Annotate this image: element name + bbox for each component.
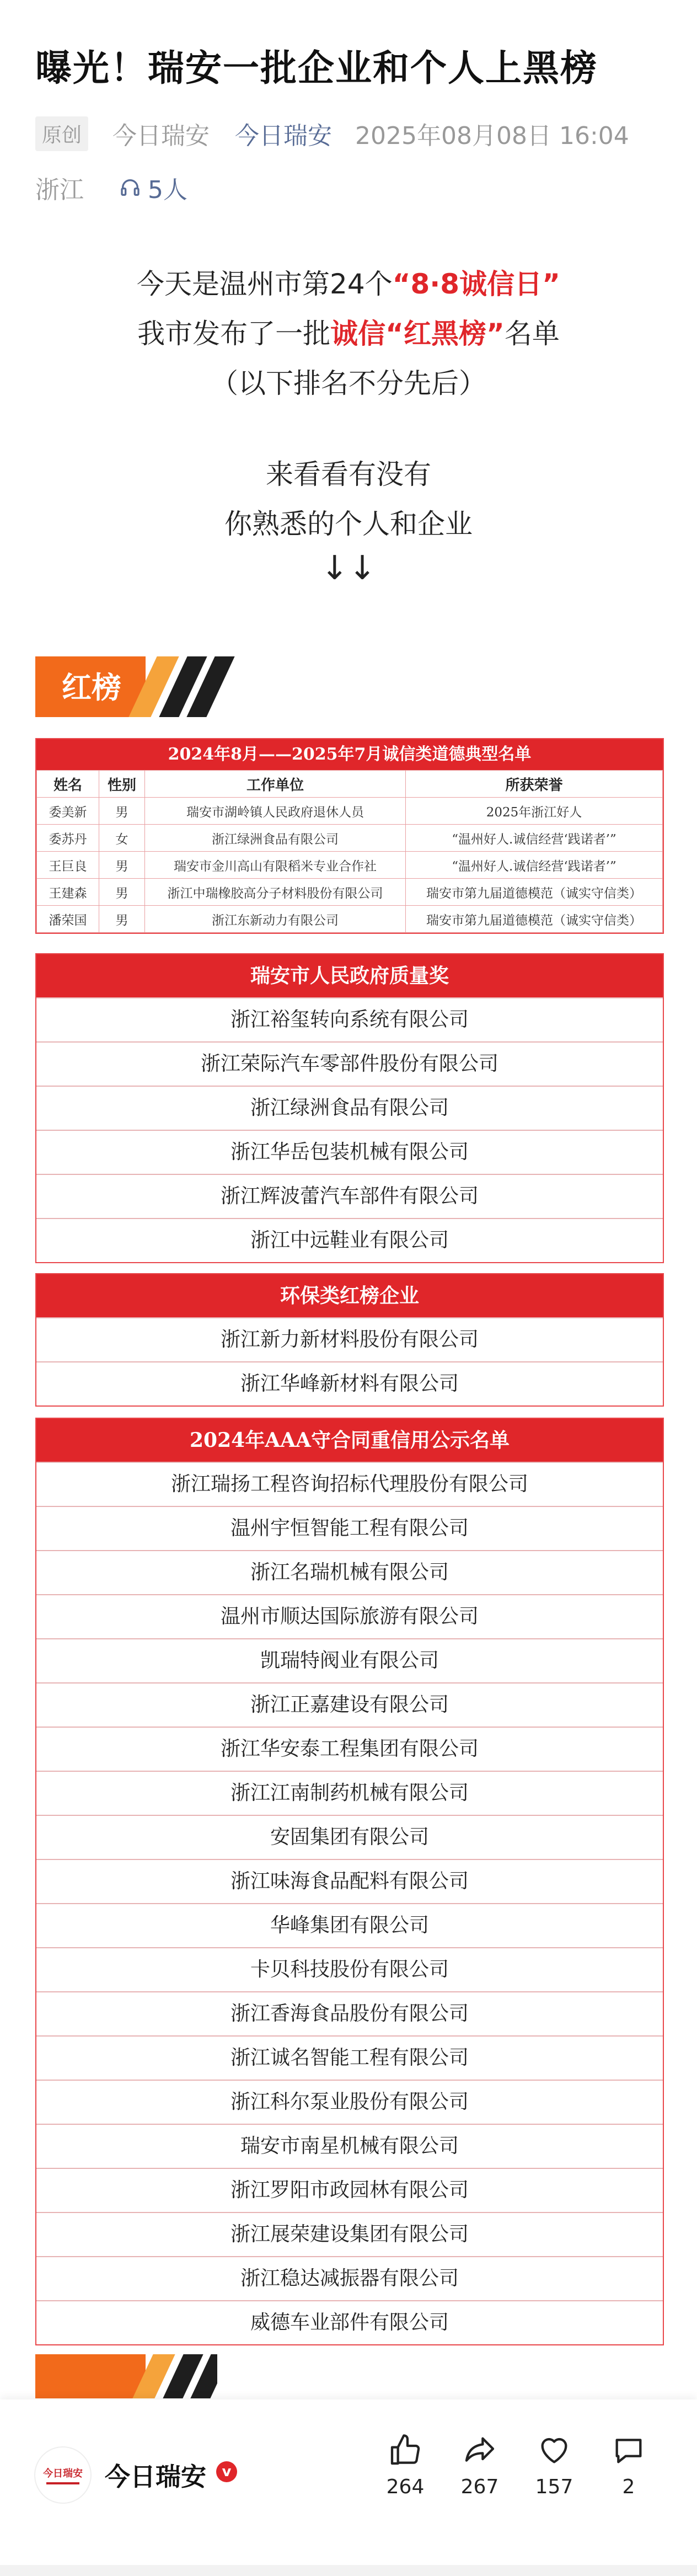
list-item: 浙江诚名智能工程有限公司 bbox=[36, 2035, 663, 2080]
list-item: 凯瑞特阀业有限公司 bbox=[36, 1638, 663, 1682]
verified-badge: v bbox=[216, 2461, 237, 2482]
list-item: 温州市顺达国际旅游有限公司 bbox=[36, 1594, 663, 1638]
cell: 男 bbox=[99, 906, 145, 933]
home-indicator-area bbox=[0, 2565, 697, 2576]
list-item: 浙江华峰新材料有限公司 bbox=[36, 1361, 663, 1405]
cell: 王建森 bbox=[37, 879, 99, 906]
heart-count: 157 bbox=[535, 2476, 573, 2498]
box-title: 瑞安市人民政府质量奖 bbox=[36, 954, 663, 997]
intro-highlight: “8·8诚信日” bbox=[392, 268, 560, 300]
cell: 浙江中瑞橡胶高分子材料股份有限公司 bbox=[145, 879, 406, 906]
col-header: 工作单位 bbox=[145, 771, 406, 798]
cell: 委苏丹 bbox=[37, 825, 99, 852]
list-item: 华峰集团有限公司 bbox=[36, 1903, 663, 1947]
intro-text: 我市发布了一批 bbox=[137, 318, 331, 350]
listener-count: 5人 bbox=[148, 176, 187, 204]
intro-text: 今天是温州市第24个 bbox=[137, 268, 393, 300]
cell: 浙江绿洲食品有限公司 bbox=[145, 825, 406, 852]
list-item: 浙江味海食品配料有限公司 bbox=[36, 1859, 663, 1903]
quality-award-box bbox=[35, 953, 664, 1263]
intro-line-2 bbox=[0, 309, 697, 359]
eco-list-box bbox=[35, 1273, 664, 1407]
comment-icon bbox=[611, 2433, 646, 2468]
table-row bbox=[37, 798, 663, 825]
heart-button[interactable] bbox=[524, 2433, 585, 2498]
list-item: 浙江香海食品股份有限公司 bbox=[36, 1991, 663, 2035]
bottom-action-bar bbox=[0, 2399, 697, 2565]
cell: 浙江东新动力有限公司 bbox=[145, 906, 406, 933]
cell: 女 bbox=[99, 825, 145, 852]
list-item: 浙江华岳包装机械有限公司 bbox=[36, 1130, 663, 1174]
cell: 男 bbox=[99, 879, 145, 906]
col-header: 所获荣誉 bbox=[406, 771, 663, 798]
account-name[interactable]: 今日瑞安 bbox=[105, 2462, 206, 2492]
intro-line-3: （以下排名不分先后） bbox=[211, 367, 486, 399]
share-button[interactable] bbox=[449, 2433, 510, 2498]
list-item: 瑞安市南星机械有限公司 bbox=[36, 2124, 663, 2168]
intro-line-4: 来看看有没有 bbox=[266, 458, 431, 490]
list-item: 安固集团有限公司 bbox=[36, 1815, 663, 1859]
share-icon bbox=[462, 2433, 497, 2468]
list-item: 浙江荣际汽车零部件股份有限公司 bbox=[36, 1041, 663, 1086]
cell: 瑞安市金川高山有限稻米专业合作社 bbox=[145, 852, 406, 879]
down-arrows: ↓↓ bbox=[320, 549, 377, 587]
intro-highlight: 诚信“红黑榜” bbox=[330, 318, 505, 350]
aaa-list-box bbox=[35, 1418, 664, 2345]
headphones-icon bbox=[119, 177, 141, 199]
list-item: 浙江江南制药机械有限公司 bbox=[36, 1771, 663, 1815]
cell: 男 bbox=[99, 798, 145, 825]
list-item: 浙江展荣建设集团有限公司 bbox=[36, 2212, 663, 2256]
table-row bbox=[37, 852, 663, 879]
cell: 王巨良 bbox=[37, 852, 99, 879]
table-row bbox=[37, 879, 663, 906]
location: 浙江 bbox=[35, 176, 84, 204]
cell: “温州好人.诚信经营‘践诺者’” bbox=[406, 825, 663, 852]
list-item: 浙江名瑞机械有限公司 bbox=[36, 1550, 663, 1594]
next-section-header bbox=[35, 2354, 217, 2398]
article-title: 曝光！瑞安一批企业和个人上黑榜 bbox=[35, 47, 598, 89]
comment-count: 2 bbox=[622, 2476, 635, 2498]
cell: 瑞安市湖岭镇人民政府退休人员 bbox=[145, 798, 406, 825]
box-title: 环保类红榜企业 bbox=[36, 1274, 663, 1317]
list-item: 浙江中远鞋业有限公司 bbox=[36, 1218, 663, 1262]
account-avatar[interactable] bbox=[34, 2446, 92, 2504]
listen-button[interactable] bbox=[119, 170, 187, 205]
table-row bbox=[37, 906, 663, 933]
list-item: 浙江裕玺转向系统有限公司 bbox=[36, 997, 663, 1041]
list-item: 浙江瑞扬工程咨询招标代理股份有限公司 bbox=[36, 1462, 663, 1506]
cell: 男 bbox=[99, 852, 145, 879]
intro-line-1 bbox=[0, 259, 697, 309]
col-header: 性别 bbox=[99, 771, 145, 798]
honor-table-title: 2024年8月——2025年7月诚信类道德典型名单 bbox=[36, 739, 663, 770]
list-item: 威德车业部件有限公司 bbox=[36, 2300, 663, 2344]
list-item: 浙江罗阳市政园林有限公司 bbox=[36, 2168, 663, 2212]
like-button[interactable] bbox=[375, 2433, 436, 2498]
red-list-label: 红榜 bbox=[62, 670, 121, 705]
heart-icon bbox=[537, 2433, 572, 2468]
article-source: 今日瑞安 bbox=[112, 122, 210, 150]
red-list-header bbox=[35, 656, 217, 717]
honor-table bbox=[35, 738, 664, 934]
article-meta bbox=[35, 116, 629, 151]
list-item: 浙江华安泰工程集团有限公司 bbox=[36, 1727, 663, 1771]
list-item: 浙江稳达减振器有限公司 bbox=[36, 2256, 663, 2300]
table-header-row bbox=[37, 771, 663, 798]
list-item: 浙江正嘉建设有限公司 bbox=[36, 1682, 663, 1727]
article-meta-2 bbox=[35, 170, 187, 205]
list-item: 浙江绿洲食品有限公司 bbox=[36, 1086, 663, 1130]
like-count: 264 bbox=[386, 2476, 425, 2498]
list-item: 温州宇恒智能工程有限公司 bbox=[36, 1506, 663, 1550]
table-row bbox=[37, 825, 663, 852]
box-title: 2024年AAA守合同重信用公示名单 bbox=[36, 1419, 663, 1462]
cell: 瑞安市第九届道德模范（诚实守信类） bbox=[406, 906, 663, 933]
account-link[interactable]: 今日瑞安 bbox=[235, 122, 333, 150]
logo-text: 今日瑞安 bbox=[43, 2468, 83, 2479]
comment-button[interactable] bbox=[598, 2433, 659, 2498]
list-item: 浙江科尔泵业股份有限公司 bbox=[36, 2080, 663, 2124]
cell: 2025年浙江好人 bbox=[406, 798, 663, 825]
share-count: 267 bbox=[460, 2476, 499, 2498]
intro-line-5: 你熟悉的个人和企业 bbox=[224, 508, 473, 540]
original-badge: 原创 bbox=[35, 116, 88, 151]
list-item: 浙江新力新材料股份有限公司 bbox=[36, 1317, 663, 1361]
header-bar bbox=[35, 2354, 146, 2398]
cell: “温州好人.诚信经营‘践诺者’” bbox=[406, 852, 663, 879]
thumbs-up-icon bbox=[388, 2433, 423, 2468]
cell: 瑞安市第九届道德模范（诚实守信类） bbox=[406, 879, 663, 906]
cell: 委美新 bbox=[37, 798, 99, 825]
list-item: 浙江辉波蕾汽车部件有限公司 bbox=[36, 1174, 663, 1218]
intro-text: 名单 bbox=[504, 318, 560, 350]
col-header: 姓名 bbox=[37, 771, 99, 798]
list-item: 卡贝科技股份有限公司 bbox=[36, 1947, 663, 1991]
logo-underline bbox=[46, 2482, 79, 2484]
cell: 潘荣国 bbox=[37, 906, 99, 933]
publish-datetime: 2025年08月08日 16:04 bbox=[355, 122, 629, 150]
